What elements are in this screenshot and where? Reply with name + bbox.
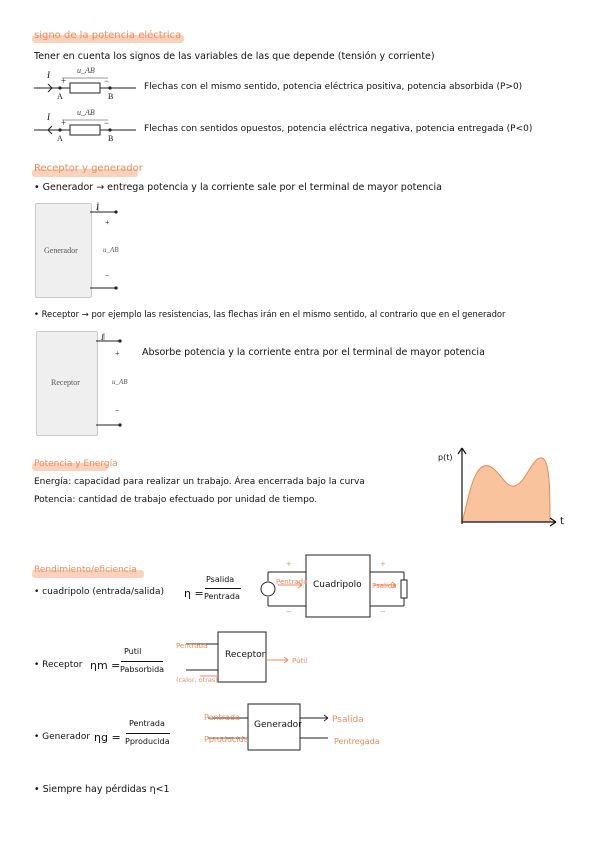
generador-eff-diagram [204,700,344,760]
potencia-definition: Potencia: cantidad de trabajo efectuado por unidad de tiempo. [34,495,318,505]
generator-plus-label: + [105,218,110,227]
generador-eff-bullet: • Generador [34,732,91,742]
receptor-minus-label: − [115,406,120,415]
receptor-eff-in-label: Pentrada [176,642,208,650]
minus-label-1: − [104,76,110,86]
receptor-voltage-label: u_AB [112,378,128,386]
plus-label-1: + [61,76,67,86]
current-label-2: I [47,112,50,122]
energia-definition: Energía: capacidad para realizar un trabajo. Área encerrada bajo la curva [34,477,365,487]
quadripolo-out-label: Psalida [372,582,397,590]
minus-label-2: − [104,118,110,128]
quadripolo-numerator: Psalida [206,575,235,584]
receptor-eff-numerator: Putil [124,647,142,656]
quadripolo-bullet: • cuadripolo (entrada/salida) [34,587,165,597]
receptor-eff-out-label: Pútil [292,657,308,665]
quadripolo-plus-in: + [286,560,292,568]
losses-statement: • Siempre hay pérdidas η<1 [34,784,170,795]
current-label-1: I [47,70,50,80]
quadripolo-in-label: Pentrada [276,578,308,586]
generator-voltage-label: u_AB [103,246,119,254]
receptor-eff-box-label: Receptor [225,650,266,660]
receptor-absorbs-text: Absorbe potencia y la corriente entra por el terminal de mayor potencia [142,347,485,358]
receptor-eff-bullet: • Receptor [34,660,83,670]
receptor-plus-label: + [115,349,120,358]
generador-eff-denominator: Pproducida [125,737,170,746]
receptor-box-label: Receptor [51,378,80,387]
graph-ylabel: p(t) [438,453,453,462]
receptor-eff-loss-label: (calor, otras) [176,676,218,684]
node-a-label-2: A [57,134,63,143]
generador-eff-in2-label: Pproducida [204,735,249,744]
quadripolo-minus-in: − [286,608,292,616]
section-heading-rendimiento: Rendimiento/eficiencia [34,565,137,575]
quadripolo-plus-out: + [380,560,386,568]
generador-eff-out2-label: Pentregada [334,737,380,746]
quadripolo-box-label: Cuadripolo [313,580,362,590]
receptor-description: • Receptor → por ejemplo las resistencias, las flechas irán en el mismo sentido, al contrario que en el generador [34,309,506,319]
quadripolo-denominator: Pentrada [204,592,240,601]
voltage-label-1: u_AB [77,66,95,75]
generator-minus-label: − [105,271,110,280]
receptor-current-label: I [101,333,104,342]
node-b-label-2: B [108,134,114,143]
plus-label-2: + [61,118,67,128]
generador-eff-box-label: Generador [254,720,302,730]
receptor-eff-denominator: Pabsorbida [120,665,165,674]
voltage-label-2: u_AB [77,108,95,117]
generator-box-label: Generador [44,246,78,255]
generador-eff-numerator: Pentrada [129,719,165,728]
intro-text: Tener en cuenta los signos de las variables de las que depende (tensión y corriente) [34,51,435,62]
quadripolo-minus-out: − [380,608,386,616]
receptor-eff-eta: ηm = [90,659,121,672]
section-heading-receptor-generador: Receptor y generador [34,163,143,174]
section-heading-signo: signo de la potencia eléctrica [34,30,182,41]
power-curve-graph [450,442,560,532]
generator-description: • Generador → entrega potencia y la corriente sale por el terminal de mayor potencia [34,182,442,193]
generador-eff-out1-label: Psalida [332,715,364,725]
section-heading-potencia-energia: Potencia y Energía [34,459,118,469]
generador-eff-in1-label: Pentrada [204,713,240,722]
generador-eff-eta: ηg = [94,731,121,744]
quadripolo-diagram [258,550,418,630]
circuit2-description: Flechas con sentidos opuestos, potencia eléctrica negativa, potencia entregada (P<0) [144,124,533,134]
node-b-label-1: B [108,92,114,101]
node-a-label-1: A [57,92,63,101]
graph-xlabel: t [560,516,564,527]
generator-current-label: I [96,203,99,212]
circuit1-description: Flechas con el mismo sentido, potencia eléctrica positiva, potencia absorbida (P>0) [144,82,523,92]
quadripolo-eta: η = [184,587,204,600]
